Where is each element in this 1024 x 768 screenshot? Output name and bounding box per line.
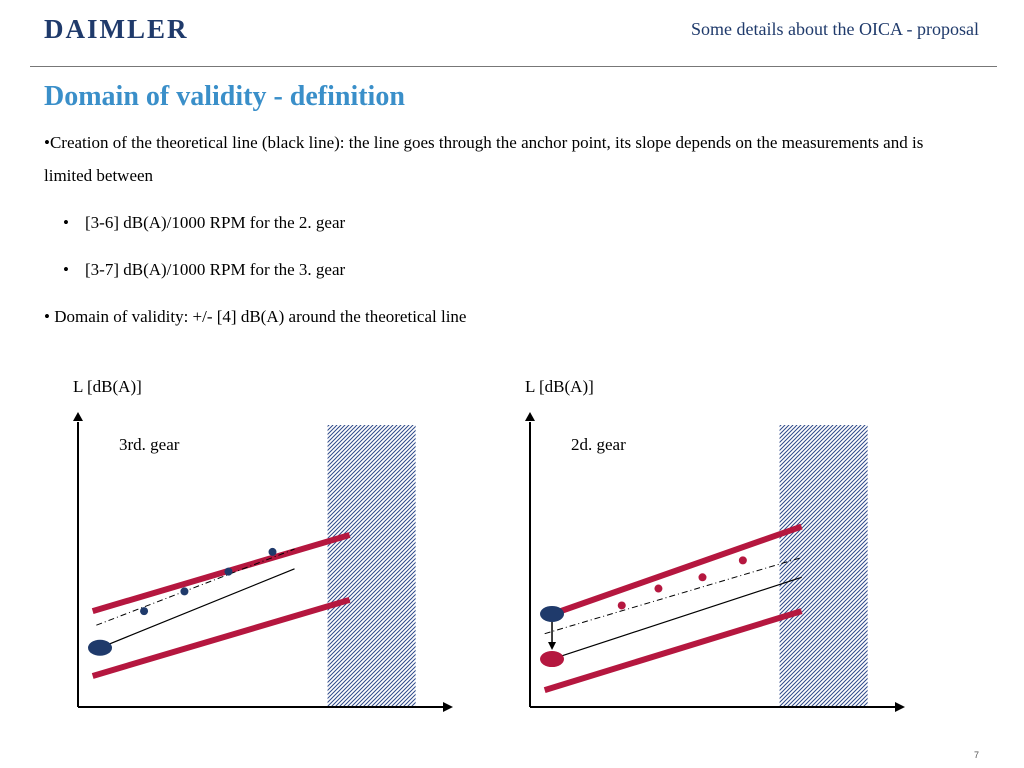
x-axis-arrow xyxy=(443,702,453,712)
shifted-anchor-point xyxy=(540,651,564,667)
measurement-point xyxy=(140,607,148,615)
validity-zone xyxy=(780,425,868,706)
chart-title: 2d. gear xyxy=(571,435,626,454)
lower-limit-line xyxy=(93,600,350,676)
anchor-point xyxy=(88,640,112,656)
bullet-domain-validity: • Domain of validity: +/- [4] dB(A) around the theoretical line xyxy=(44,307,467,326)
measurement-point xyxy=(618,601,626,609)
measurement-point xyxy=(698,573,706,581)
shift-arrow-head xyxy=(548,642,556,650)
y-axis-label: L [dB(A)] xyxy=(73,377,142,396)
sub-bullet-text: [3-6] dB(A)/1000 RPM for the 2. gear xyxy=(85,213,346,232)
bullet-theoretical-line: •Creation of the theoretical line (black line): the line goes through the anchor point, its slope depends on the measurements and is limited between xyxy=(44,133,924,185)
daimler-logo: DAIMLER xyxy=(44,14,189,44)
measurement-point xyxy=(739,556,747,564)
measurement-point xyxy=(269,548,277,556)
bullet-marker: • xyxy=(63,260,69,279)
chart-3rd-gear-svg xyxy=(60,370,460,715)
validity-zone xyxy=(328,425,416,706)
page-number: 7 xyxy=(973,750,979,760)
sub-bullet-3rd-gear xyxy=(44,253,944,286)
bullet-list xyxy=(44,126,944,333)
upper-limit-line xyxy=(93,535,350,611)
header-title: Some details about the OICA - proposal xyxy=(691,19,979,39)
sub-bullet-2nd-gear xyxy=(44,206,944,239)
upper-limit-line xyxy=(545,527,802,617)
header-divider xyxy=(30,66,997,67)
chart-3rd-gear xyxy=(60,370,460,720)
chart-2nd-gear-svg xyxy=(512,370,912,715)
measurement-point xyxy=(224,568,232,576)
chart-title: 3rd. gear xyxy=(119,435,180,454)
sub-bullet-text: [3-7] dB(A)/1000 RPM for the 3. gear xyxy=(85,260,346,279)
anchor-point xyxy=(540,606,564,622)
y-axis-arrow xyxy=(525,412,535,421)
measurement-point xyxy=(180,587,188,595)
page-title: Domain of validity - definition xyxy=(44,81,405,112)
lower-limit-line xyxy=(545,611,802,690)
y-axis-arrow xyxy=(73,412,83,421)
chart-2nd-gear xyxy=(512,370,912,720)
y-axis-label: L [dB(A)] xyxy=(525,377,594,396)
x-axis-arrow xyxy=(895,702,905,712)
bullet-marker: • xyxy=(63,213,69,232)
measurement-point xyxy=(654,585,662,593)
